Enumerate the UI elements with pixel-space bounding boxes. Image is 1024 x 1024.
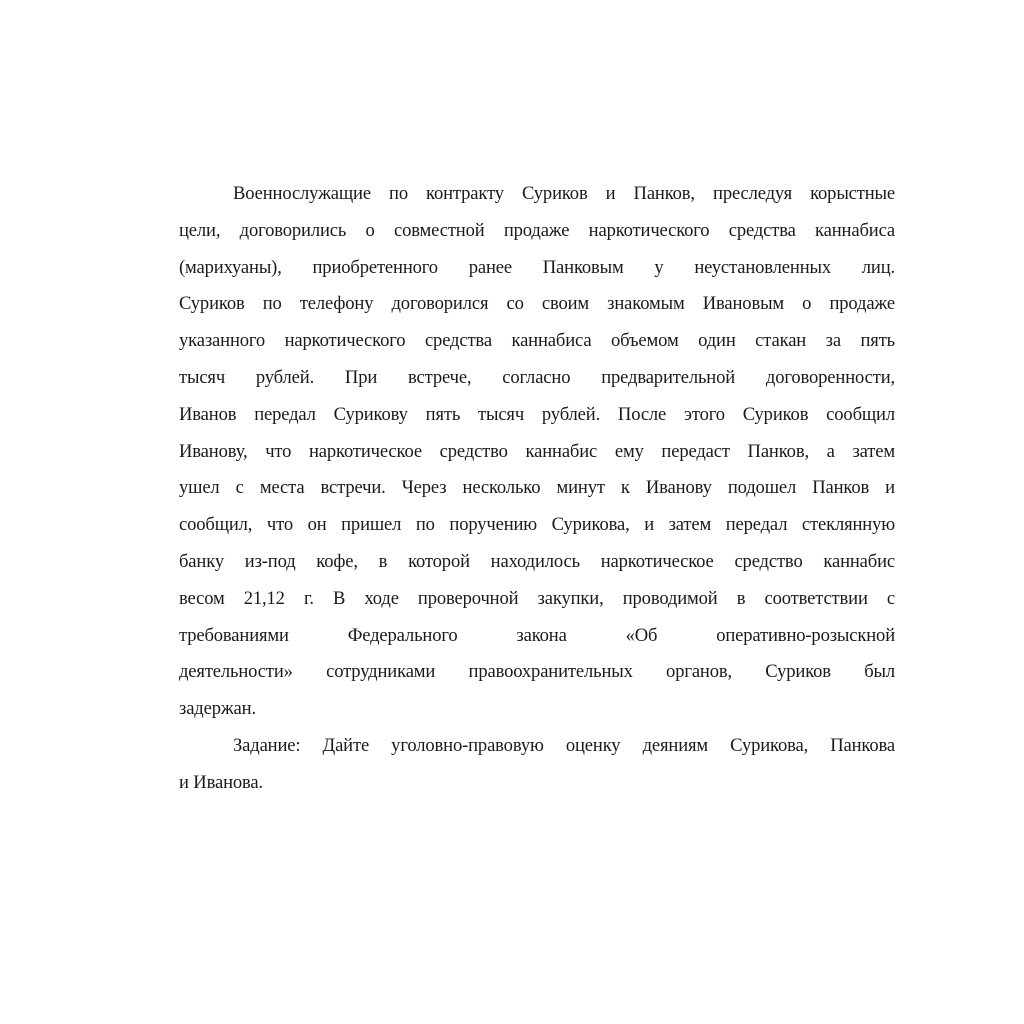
paragraph-line: тысяч рублей. При встрече, согласно предварительной договоренности, [179, 366, 895, 388]
paragraph-line: Суриков по телефону договорился со своим знакомым Ивановым о продаже [179, 293, 895, 315]
task-line: Задание: Дайте уголовно-правовую оценку деяниям Сурикова, Панкова [233, 734, 895, 756]
paragraph-line: Военнослужащие по контракту Суриков и Панков, преследуя корыстные [233, 183, 895, 204]
paragraph-line: (марихуаны), приобретенного ранее Панковым у неустановленных лиц. [179, 256, 895, 278]
paragraph-line: Иванову, что наркотическое средство каннабис ему передаст Панков, а затем [179, 440, 895, 462]
paragraph-line: ушел с места встречи. Через несколько минут к Иванову подошел Панков и [179, 477, 895, 499]
paragraph-line: указанного наркотического средства каннабиса объемом один стакан за пять [179, 330, 895, 352]
task-line: и Иванова. [179, 771, 263, 793]
paragraph-line: сообщил, что он пришел по поручению Сурикова, и затем передал стеклянную [179, 514, 895, 536]
document-body [179, 180, 895, 806]
task-paragraph [179, 732, 895, 806]
paragraph-line: банку из-под кофе, в которой находилось наркотическое средство каннабис [179, 550, 895, 572]
paragraph-line: требованиями Федерального закона «Об оперативно-розыскной [179, 624, 895, 646]
paragraph-line: весом 21,12 г. В ходе проверочной закупки, проводимой в соответствии с [179, 587, 895, 609]
paragraph-line: задержан. [179, 698, 256, 720]
case-paragraph [179, 180, 895, 732]
paragraph-line: цели, договорились о совместной продаже наркотического средства каннабиса [179, 219, 895, 241]
paragraph-line: деятельности» сотрудниками правоохранительных органов, Суриков был [179, 661, 895, 683]
paragraph-line: Иванов передал Сурикову пять тысяч рублей. После этого Суриков сообщил [179, 403, 895, 425]
